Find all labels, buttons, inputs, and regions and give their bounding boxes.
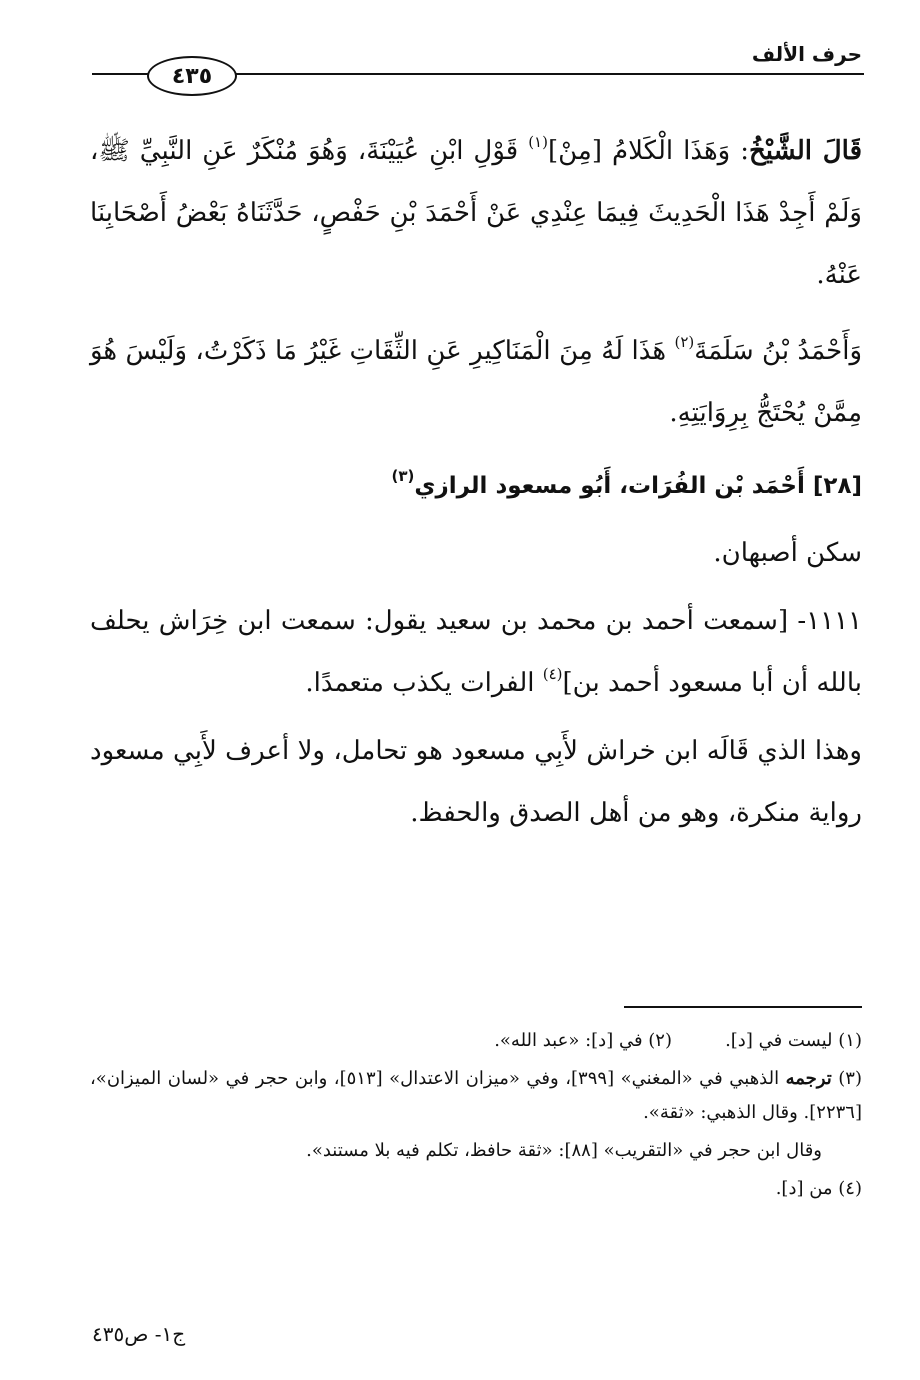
paragraph-text: الفرات يكذب متعمدًا. bbox=[305, 668, 543, 698]
paragraph-report-1111 bbox=[90, 590, 862, 714]
page-header bbox=[92, 40, 864, 100]
entry-title: [٢٨] أَحْمَد بْن الفُرَات، أَبُو مسعود الرازي bbox=[414, 473, 862, 499]
paragraph-sheikh-comment bbox=[90, 120, 862, 306]
running-head: حرف الألف bbox=[751, 42, 862, 66]
footnote-1: (١) ليست في [د]. bbox=[725, 1030, 862, 1051]
page-number: ٤٣٥ bbox=[171, 63, 213, 89]
page-number-oval bbox=[147, 56, 237, 96]
footnote-ref-3: (٣) bbox=[391, 467, 415, 485]
paragraph-assessment: وهذا الذي قَالَه ابن خراش لأَبِي مسعود هو تحامل، ولا أعرف لأَبِي مسعود رواية منكرة، وهو من أهل الصدق والحفظ. bbox=[90, 736, 862, 828]
footnote-keyword: ترجمه bbox=[785, 1068, 832, 1089]
footnote-3 bbox=[90, 1062, 862, 1130]
footnote-ref-1: (١) bbox=[528, 133, 548, 151]
footnote-ref-2: (٢) bbox=[674, 333, 695, 351]
paragraph-lead: قَالَ الشَّيْخُ bbox=[749, 136, 862, 166]
main-text bbox=[90, 120, 862, 858]
footnote-row bbox=[90, 1024, 862, 1058]
footnote-text: الذهبي في «المغني» [٣٩٩]، وفي «ميزان الاعتدال» [٥١٣]، وابن حجر في «لسان الميزان»، [٢٢٣٦]. وقال الذهبي: «ثقة». bbox=[90, 1068, 862, 1123]
footnote-2: (٢) في [د]: «عبد الله». bbox=[494, 1030, 672, 1051]
footnotes bbox=[90, 1024, 862, 1210]
paragraph-text: : وَهَذَا الْكَلامُ [مِنْ] bbox=[547, 136, 749, 166]
footnote-4: (٤) من [د]. bbox=[775, 1178, 862, 1199]
entry-heading bbox=[90, 458, 862, 514]
footnote-3-continuation: وقال ابن حجر في «التقريب» [٨٨]: «ثقة حافظ، تكلم فيه بلا مستند». bbox=[306, 1140, 822, 1161]
paragraph-text: قَوْلِ ابْنِ عُيَيْنَةَ، وَهُوَ مُنْكَرٌ عَنِ النَّبِيِّ ﷺ، وَلَمْ أَجِدْ هَذَا الْحَدِيثَ فِيمَا عِنْدِي عَنْ أَحْمَدَ بْنِ حَفْصٍ، حَدَّثَنَاهُ بَعْضُ أَصْحَابِنَا عَنْهُ. bbox=[90, 136, 862, 290]
footnote-number: (٣) bbox=[831, 1068, 862, 1089]
paragraph-text: وَأَحْمَدُ بْنُ سَلَمَةَ bbox=[694, 336, 862, 366]
paragraph-text: ١١١١- [سمعت أحمد بن محمد بن سعيد يقول: سمعت ابن خِرَاش يحلف بالله أن أبا مسعود أحمد بن] bbox=[90, 606, 862, 698]
footnote-separator bbox=[624, 1006, 862, 1008]
footnote-ref-4: (٤) bbox=[542, 665, 563, 683]
folio-signature: ج١- ص٤٣٥ bbox=[92, 1322, 186, 1346]
paragraph-residence: سكن أصبهان. bbox=[713, 538, 862, 568]
paragraph-ahmad-salama bbox=[90, 320, 862, 444]
paragraph-text: هَذَا لَهُ مِنَ الْمَنَاكِيرِ عَنِ الثِّقَاتِ غَيْرُ مَا ذَكَرْتُ، وَلَيْسَ هُوَ مِمَّنْ يُحْتَجُّ بِرِوَايَتِهِ. bbox=[90, 336, 862, 428]
